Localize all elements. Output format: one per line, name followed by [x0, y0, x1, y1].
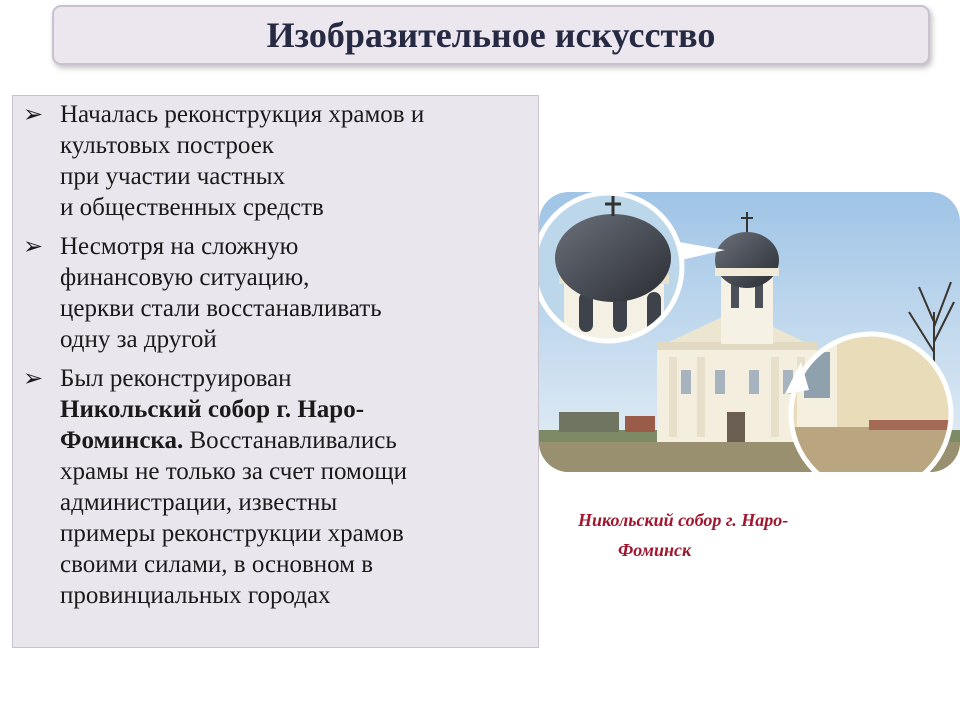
bullet-text-mixed [60, 425, 538, 456]
bullet-arrow-icon: ➢ [23, 364, 44, 392]
bullet-text-bold [60, 394, 538, 425]
bullet-text: Несмотря на сложную [60, 233, 299, 260]
bullet-text: культовых построек [60, 132, 274, 159]
bullet-text: провинциальных городах [60, 582, 331, 609]
bullet-text: и общественных средств [60, 194, 324, 221]
bullet-text: финансовую ситуацию, [60, 264, 310, 291]
slide-title: Изобразительное искусство [266, 15, 716, 55]
bullet-arrow-icon: ➢ [23, 100, 44, 128]
bullet-text: Началась реконструкция храмов и [60, 101, 425, 128]
bullet-text: примеры реконструкции храмов [60, 520, 404, 547]
bullet-text: своими силами, в основном в [60, 551, 374, 578]
bullet-text: Был реконструирован [60, 365, 292, 392]
cathedral-photo [539, 192, 960, 472]
bullet-item-1 [13, 99, 538, 223]
photo-caption [578, 505, 918, 565]
bullet-item-3 [13, 363, 538, 611]
bullet-text: при участии частных [60, 163, 286, 190]
bullet-item-2 [13, 231, 538, 355]
title-banner [52, 5, 930, 65]
bullet-text: одну за другой [60, 326, 217, 353]
bullet-text: администрации, известны [60, 489, 338, 516]
caption-line-1: Никольский собор г. Наро- [578, 510, 789, 530]
bullet-text: Восстанавливались [183, 427, 397, 454]
bold-text: Фоминска. [60, 427, 184, 454]
bullet-text: церкви стали восстанавливать [60, 295, 382, 322]
bullet-list [13, 99, 538, 611]
text-panel [12, 95, 539, 648]
caption-line-2: Фоминск [618, 540, 692, 560]
bullet-text: храмы не только за счет помощи [60, 458, 407, 485]
bold-text: Никольский собор г. Наро- [60, 396, 365, 423]
bullet-arrow-icon: ➢ [23, 232, 44, 260]
